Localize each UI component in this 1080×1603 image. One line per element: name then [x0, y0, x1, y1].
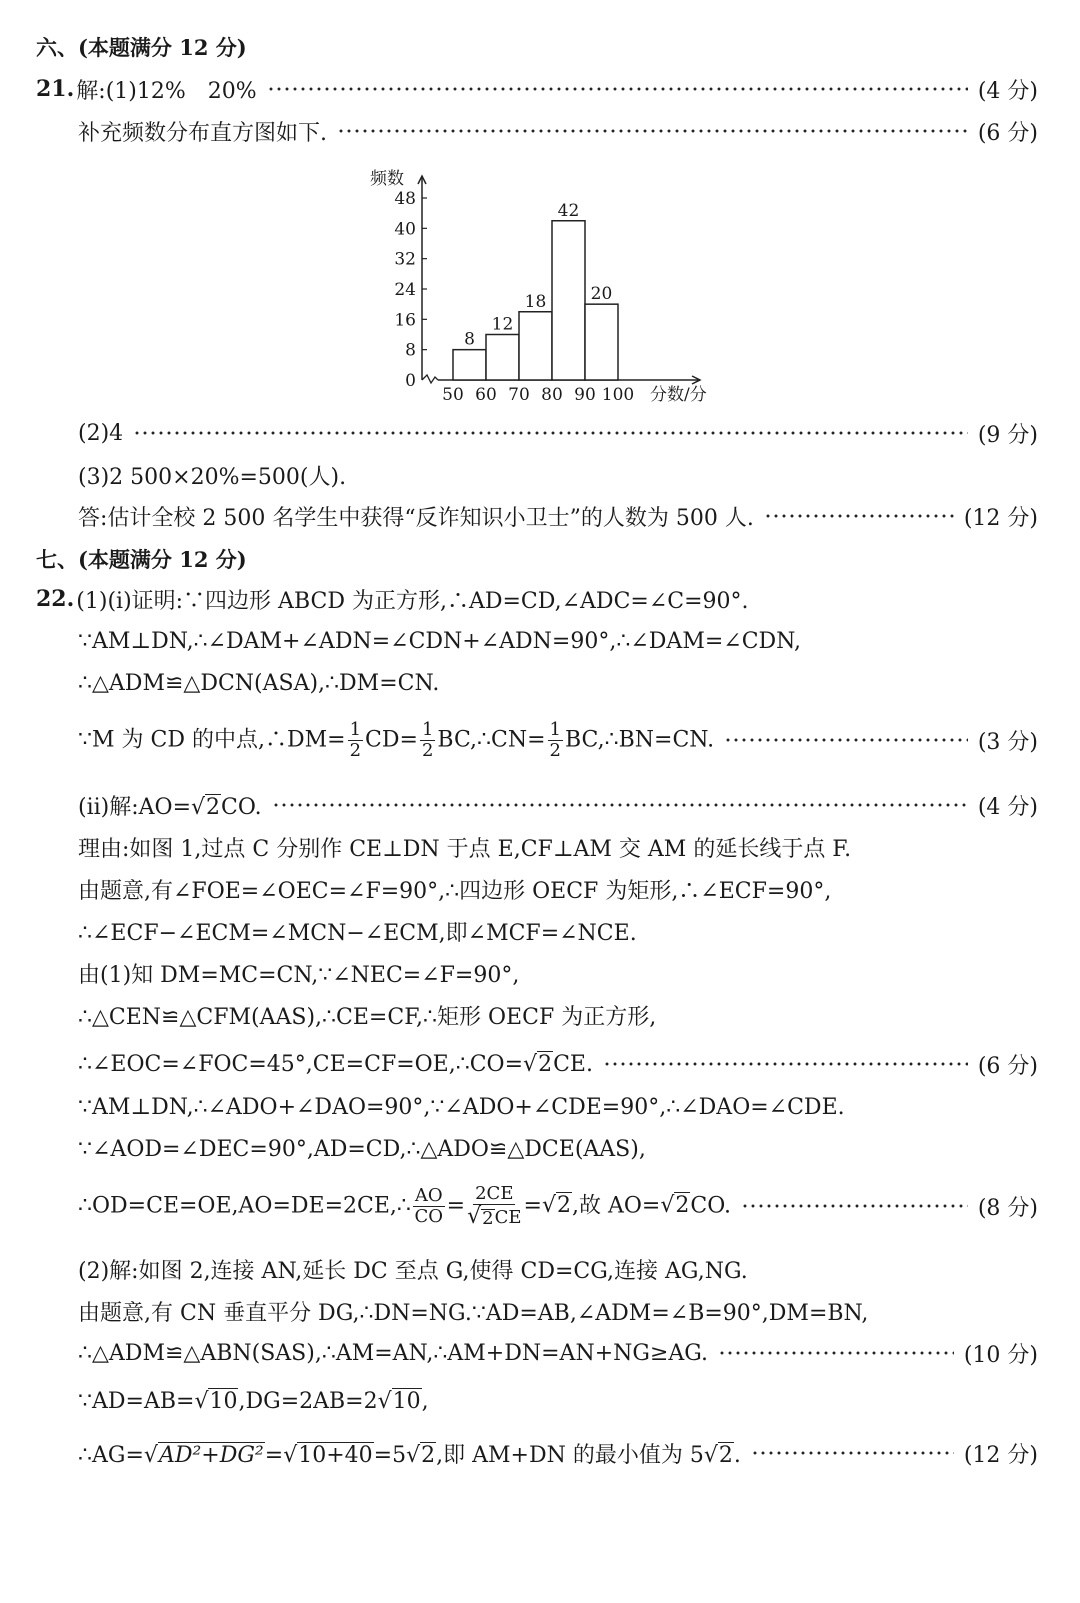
- x-tick-label: 50: [442, 385, 464, 405]
- q21-line-1: 21. 解:(1)12% 20% (4 分): [36, 70, 1038, 108]
- histogram-bar: [486, 335, 519, 381]
- score-label: (3 分): [977, 729, 1038, 755]
- q22-line-10: ∴△CEN≌△CFM(AAS),∴CE=CF,∴矩形 OECF 为正方形,: [78, 1004, 657, 1030]
- q22-line-4: ∵M 为 CD 的中点,∴DM= $\frac{1}{2}$ CD= $\frac{1}{2}$ BC,∴CN= $\frac{1}{2}$ BC,∴BN=CN. (3 分): [78, 718, 1038, 761]
- histogram-bar: [552, 221, 585, 380]
- q22-line-13: ∵∠AOD=∠DEC=90°,AD=CD,∴△ADO≌△DCE(AAS),: [78, 1136, 646, 1162]
- leader-dots: [764, 514, 954, 518]
- q22-line-2: ∵AM⊥DN,∴∠DAM+∠ADN=∠CDN+∠ADN=90°,∴∠DAM=∠CDN,: [78, 628, 802, 654]
- fraction-ao-co: $\frac{AO}{CO}$: [414, 1184, 444, 1227]
- score-label: (8 分): [977, 1195, 1038, 1221]
- q22-line-17: ∴△ADM≌△ABN(SAS),∴AM=AN,∴AM+DN=AN+NG≥AG. (10 分): [78, 1334, 1038, 1372]
- sqrt-2: √ 2: [703, 1442, 733, 1468]
- frequency-histogram: [360, 158, 740, 410]
- q21-line-2: 补充频数分布直方图如下. (6 分): [78, 112, 1038, 150]
- leader-dots: [751, 1451, 954, 1455]
- q22-line-12: ∵AM⊥DN,∴∠ADO+∠DAO=90°,∵∠ADO+∠CDE=90°,∴∠DAO=∠CDE.: [78, 1094, 845, 1120]
- q22-line-8: ∴∠ECF−∠ECM=∠MCN−∠ECM,即∠MCF=∠NCE.: [78, 920, 637, 946]
- q22-line-14: ∴OD=CE=OE,AO=DE=2CE,∴ $\frac{AO}{CO}$ = 2CE √ 2 CE = √ 2 ,故 AO= √ 2 CO. (8 分): [78, 1182, 1038, 1229]
- question-number: 22.: [36, 586, 75, 612]
- x-tick-label: 100: [601, 385, 635, 405]
- score-label: (6 分): [977, 1053, 1038, 1079]
- score-label: (9 分): [977, 422, 1038, 448]
- bar-value-label: 20: [590, 284, 613, 305]
- q22-line-6: 理由:如图 1,过点 C 分别作 CE⊥DN 于点 E,CF⊥AM 交 AM 的延长线于点 F.: [78, 836, 852, 862]
- x-axis-break: [422, 375, 438, 383]
- q21-line-3: (2)4 (9 分): [78, 414, 1038, 452]
- q21-line-4: (3)2 500×20%=500(人).: [78, 464, 347, 490]
- x-tick-label: 90: [574, 385, 596, 405]
- leader-dots: [337, 129, 968, 133]
- q22-line-11: ∴∠EOC=∠FOC=45°,CE=CF=OE,∴CO= √ 2 CE. (6 分): [78, 1045, 1038, 1083]
- x-tick-label: 80: [541, 385, 563, 405]
- y-tick-label: 48: [394, 189, 416, 209]
- score-label: (12 分): [963, 1442, 1038, 1468]
- q22-line-16: 由题意,有 CN 垂直平分 DG,∴DN=NG.∵AD=AB,∠ADM=∠B=90°,DM=BN,: [78, 1300, 869, 1326]
- sqrt-ad2-dg2: √ AD²+DG²: [143, 1442, 264, 1468]
- bar-value-label: 8: [464, 329, 475, 350]
- y-tick-label: 32: [394, 249, 416, 270]
- fraction-half: $\frac{1}{2}$: [549, 718, 561, 761]
- leader-dots: [603, 1062, 968, 1066]
- fraction-2ce-sqrt2ce: 2CE √ 2 CE: [467, 1182, 522, 1229]
- leader-dots: [133, 431, 968, 435]
- histogram-bar: [519, 312, 552, 380]
- y-tick-label: 40: [394, 219, 416, 240]
- q22-line-18: ∵AD=AB= √ 10 ,DG=2AB=2 √ 10 ,: [78, 1389, 429, 1414]
- sqrt-2: √ 2: [541, 1193, 571, 1218]
- leader-dots: [741, 1204, 968, 1208]
- q22-line-9: 由(1)知 DM=MC=CN,∵∠NEC=∠F=90°,: [78, 962, 520, 988]
- sqrt-10: √ 10: [377, 1389, 421, 1414]
- q22-line-19: ∴AG= √ AD²+DG² = √ 10+40 =5 √ 2 ,即 AM+DN 的最小值为 5 √ 2 . (12 分): [78, 1434, 1038, 1472]
- y-tick-label: 0: [405, 371, 416, 391]
- sqrt-2: √ 2: [191, 794, 221, 820]
- leader-dots: [272, 803, 968, 807]
- sqrt-10: √ 10: [194, 1389, 238, 1414]
- q22-line-5: (ⅱ)解:AO= √ 2 CO. (4 分): [78, 786, 1038, 824]
- sqrt-2: √ 2: [523, 1052, 553, 1077]
- y-tick-label: 16: [394, 310, 416, 331]
- y-tick-label: 8: [405, 340, 416, 361]
- histogram-bar: [585, 304, 618, 380]
- section-6-heading: 六、(本题满分 12 分): [36, 35, 247, 60]
- bar-value-label: 18: [524, 291, 547, 312]
- histogram-bar: [453, 350, 486, 380]
- score-label: (4 分): [977, 794, 1038, 820]
- score-label: (4 分): [977, 78, 1038, 104]
- q22-line-3: ∴△ADM≌△DCN(ASA),∴DM=CN.: [78, 670, 440, 696]
- sqrt-10-plus-40: √ 10+40: [283, 1442, 373, 1468]
- y-axis-title: 频数: [370, 169, 404, 189]
- sqrt-2: √ 2: [467, 1203, 494, 1229]
- score-label: (12 分): [963, 505, 1038, 531]
- q21-line-5: 答:估计全校 2 500 名学生中获得“反诈知识小卫士”的人数为 500 人. (12 分): [78, 497, 1038, 535]
- x-tick-label: 60: [475, 385, 497, 405]
- leader-dots: [267, 87, 968, 91]
- question-number: 21.: [36, 76, 75, 102]
- leader-dots: [718, 1351, 954, 1355]
- x-tick-label: 70: [508, 385, 530, 405]
- leader-dots: [724, 738, 968, 742]
- fraction-half: $\frac{1}{2}$: [421, 718, 434, 761]
- q22-line-15: (2)解:如图 2,连接 AN,延长 DC 至点 G,使得 CD=CG,连接 AG,NG.: [78, 1258, 748, 1284]
- section-7-heading: 七、(本题满分 12 分): [36, 547, 247, 572]
- q22-line-1: 22. (1)(ⅰ)证明:∵四边形 ABCD 为正方形,∴AD=CD,∠ADC=∠C=90°.: [36, 586, 749, 614]
- score-label: (10 分): [963, 1342, 1038, 1368]
- y-tick-label: 24: [394, 280, 416, 300]
- x-axis-title: 分数/分: [650, 385, 707, 405]
- bar-value-label: 42: [557, 200, 580, 221]
- bar-value-label: 12: [491, 314, 514, 335]
- sqrt-2: √ 2: [406, 1442, 436, 1468]
- sqrt-2: √ 2: [660, 1193, 690, 1218]
- q22-line-7: 由题意,有∠FOE=∠OEC=∠F=90°,∴四边形 OECF 为矩形,∴∠ECF=90°,: [78, 878, 832, 904]
- fraction-half: $\frac{1}{2}$: [349, 718, 362, 761]
- score-label: (6 分): [977, 120, 1038, 146]
